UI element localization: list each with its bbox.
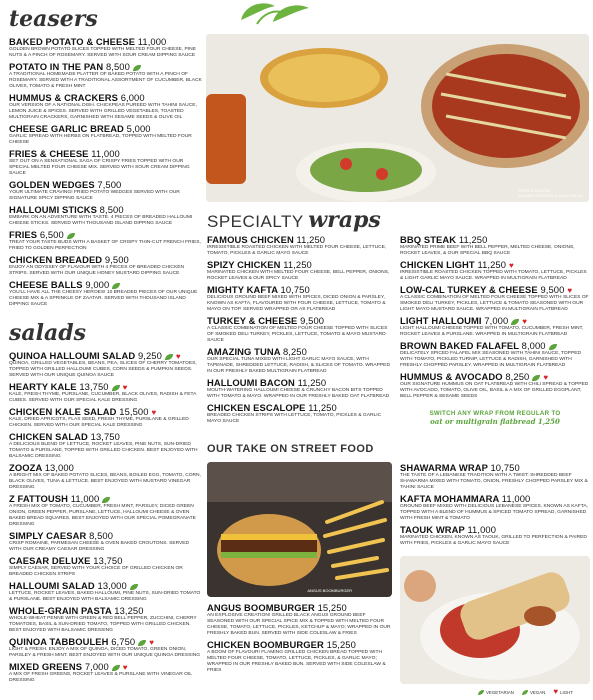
menu-item-price: 11,250	[296, 234, 326, 245]
menu-item	[9, 204, 202, 227]
menu-item-price: 6,500	[39, 229, 64, 240]
menu-item	[400, 284, 590, 313]
menu-item-name-line	[9, 148, 202, 159]
vegetarian-leaf-icon	[130, 584, 138, 590]
menu-item	[400, 493, 590, 522]
menu-item	[9, 661, 202, 684]
light-heart-icon: ♥	[175, 351, 181, 361]
menu-item-name: CHICKEN LIGHT	[400, 259, 475, 270]
menu-item-name: HUMMUS & CRACKERS	[9, 92, 118, 103]
menu-item-name: HALLOUMI BACON	[207, 377, 295, 388]
menu-item-name-line	[207, 315, 393, 326]
hero-food-illustration	[206, 34, 589, 202]
menu-item-name: FRIES & CHEESE	[9, 148, 89, 159]
menu-item	[9, 179, 202, 202]
menu-item-description: BREADED CHICKEN STRIPS WITH LETTUCE, TOMATO, PICKLES & GARLIC MAYO SAUCE	[207, 413, 382, 424]
wraps-title-script: wraps	[308, 207, 381, 233]
menu-item-description: MOUTH-WATERING HALLOUMI CHEESE & CRUNCHY BACON BITS TOPPED WITH TOMATO & MAYO. WRAPPED IN OUR FRESHLY BAKED OAT FLATBREAD	[207, 388, 390, 399]
menu-item-name-line	[9, 179, 202, 190]
menu-item-name-line	[400, 315, 590, 326]
menu-item-description: A DELICIOUS BLEND OF LETTUCE, ROCKET LEAVES, PINE NUTS, SUN-DRIED TOMATO & PURSLANE, TOPPED WITH GRILLED CHICKEN. BEST ENJOYED WITH BALSAMIC DRESSING	[9, 442, 198, 459]
menu-item-description: GROUND BEEF MIXED WITH DELICIOUS LEBANESE SPICES, KNOWN AS KAFTA, TOPPED WITH A BLEND OF HUMMUS & SPICED TOMATO SPREAD, GARNISHED WITH FRESH MINT & TOMATO	[400, 504, 588, 521]
menu-item-name-line	[207, 402, 393, 413]
menu-item-price: 9,500	[540, 284, 565, 295]
burger-photo	[207, 462, 392, 597]
legend-entry	[553, 688, 573, 696]
menu-item-name-line	[400, 462, 590, 473]
menu-item-name-line	[207, 259, 393, 270]
menu-item	[207, 284, 393, 313]
burger-illustration	[207, 462, 392, 597]
menu-item-description: A MIX OF FRESH GREENS, ROCKET LEAVES & PURSLANE WITH VINEGAR OIL DRESSING	[9, 672, 192, 683]
menu-item-price: 11,250	[297, 377, 327, 388]
menu-item-description: A CLASSIC COMBINATION OF MELTED FOUR CHEESE TOPPED WITH SLICES OF SMOKED DELI TURKEY, PICKLES, LETTUCE, TOMATO & MAYO MUSTARD SAUCE	[207, 326, 388, 343]
menu-item-description: A CLASSIC COMBINATION OF MELTED FOUR CHEESE TOPPED WITH SLICES OF SMOKED DELI TURKEY, PICKLES, LETTUCE & TOMATO SEASONED WITH OUR LIGHT MAYO MUSTARD SAUCE. WRAPPED IN MULTIGRAIN FLATBREAD	[400, 295, 589, 312]
menu-item-name-line	[9, 381, 202, 392]
light-heart-icon: ♥	[522, 316, 528, 326]
menu-item	[400, 259, 590, 282]
menu-item-name-line	[9, 279, 202, 290]
menu-item-name-line	[9, 229, 202, 240]
menu-item-name: SHAWARMA WRAP	[400, 462, 488, 473]
menu-item-name-line	[9, 204, 202, 215]
menu-item	[9, 431, 202, 460]
menu-item-name: SIMPLY CAESAR	[9, 530, 87, 541]
menu-item-description: KALE, DRIED APRICOTS, FLAX SEED, FRESH THYME, PURSLANE & GRILLED CHICKEN. SERVED WITH OUR SPECIAL KALE DRESSING	[9, 417, 189, 428]
menu-item-name: CAESAR DELUXE	[9, 555, 91, 566]
vegetarian-leaf-icon	[67, 233, 75, 239]
teasers-title: teasers	[9, 6, 98, 32]
vegetarian-leaf-icon	[112, 385, 120, 391]
menu-item-description: CRISP ROMAINE, PARMESAN CHEESE & OVEN BAKED CROUTONS. SERVED WITH OUR CREAMY CAESAR DRESSING	[9, 541, 190, 552]
legend-label: LIGHT	[560, 689, 574, 695]
menu-item-name-line	[400, 493, 590, 504]
wrap-photo	[400, 556, 590, 684]
menu-item-price: 7,500	[97, 179, 122, 190]
menu-item-description: ENJOY AN ODYSSEY OF FLAVOUR WITH 4 PIECES OF BREADED CHICKEN STRIPS. SERVED WITH OUR UNIQUE HONEY MUSTARD DIPPING SAUCE	[9, 265, 185, 276]
salads-title: salads	[9, 320, 87, 346]
menu-item	[9, 406, 202, 429]
menu-item	[9, 36, 202, 59]
menu-item-name: HEARTY KALE	[9, 381, 77, 392]
menu-item-name: QUINOA HALLOUMI SALAD	[9, 350, 136, 361]
menu-item-price: 11,000	[501, 493, 531, 504]
menu-item-description: LIGHT HALLOUMI CHEESE TOPPED WITH TOMATO, CUCUMBER, FRESH MINT, ROCKET LEAVES & PURSLANE. WRAPPED IN MULTIGRAIN FLATBREAD	[400, 326, 584, 337]
legend-entry	[522, 690, 545, 695]
menu-item-name-line	[400, 524, 590, 535]
menu-item-description: OUR VERSION OF A NATIONAL DISH. CHICKPEAS PUREED WITH TAHINI SAUCE, LEMON JUICE & SPICES. SERVED WITH GRILLED VEGETABLES, TOASTED MULTIGRAIN CRACKERS, GARNISHED WITH SESAME SEEDS & OLIVE OIL	[9, 103, 197, 120]
menu-item-name: KAFTA MOHAMMARA	[400, 493, 500, 504]
menu-item-price: 5,000	[126, 123, 151, 134]
menu-item-price: 13,750	[93, 555, 123, 566]
menu-item	[9, 123, 202, 146]
menu-item-price: 9,250	[137, 350, 162, 361]
menu-item-name-line	[207, 234, 393, 245]
wrap-illustration	[400, 556, 590, 684]
menu-item-name-line	[9, 580, 202, 591]
vegetarian-leaf-icon	[522, 690, 528, 695]
menu-item-price: 9,500	[104, 254, 129, 265]
menu-item	[9, 279, 202, 308]
menu-item-name-line	[9, 462, 202, 473]
menu-item	[9, 555, 202, 578]
menu-item	[9, 350, 202, 379]
menu-item-name: FAMOUS CHICKEN	[207, 234, 294, 245]
menu-item	[207, 315, 393, 344]
menu-item-name-line	[400, 340, 590, 351]
menu-item-price: 13,000	[44, 462, 74, 473]
menu-item	[9, 148, 202, 177]
menu-item-price: 8,500	[89, 530, 114, 541]
menu-item-name-line	[400, 371, 590, 382]
brand-leaf-logo	[237, 0, 313, 26]
menu-item-name-line	[9, 406, 202, 417]
vegetarian-leaf-icon	[511, 319, 519, 325]
menu-item-name: POTATO IN THE PAN	[9, 61, 104, 72]
teasers-section	[9, 6, 202, 310]
menu-item-name: CHICKEN ESCALOPE	[207, 402, 306, 413]
menu-item-price: 11,250	[458, 234, 488, 245]
menu-item-description: MARINATED CHICKEN, KNOWN AS TAOUK, GRILLED TO PERFECTION & PAIRED WITH FRIES, PICKLES & GARLIC MAYO SAUCE	[400, 535, 587, 546]
menu-item-name: AMAZING TUNA	[207, 346, 281, 357]
switch-note-line1: SWITCH ANY WRAP FROM REGULAR TO	[429, 410, 561, 417]
vegetarian-leaf-icon	[478, 690, 484, 695]
menu-item	[400, 234, 590, 257]
menu-item-name-line	[207, 346, 393, 357]
menu-item-price: 15,250	[326, 639, 356, 650]
menu-item-name: MIXED GREENS	[9, 661, 83, 672]
menu-item-name: FRIES	[9, 229, 38, 240]
light-heart-icon: ♥	[151, 407, 157, 417]
menu-item	[207, 402, 393, 425]
menu-item-price: 7,000	[84, 661, 109, 672]
menu-item-name: LIGHT HALLOUMI	[400, 315, 482, 326]
menu-item-price: 9,000	[85, 279, 110, 290]
wraps-header	[207, 207, 381, 233]
menu-item-name-line	[400, 284, 590, 295]
menu-item-name: LOW-CAL TURKEY & CHEESE	[400, 284, 538, 295]
menu-item-name-line	[9, 605, 202, 616]
menu-item-price: 11,250	[477, 259, 507, 270]
menu-item-price: 13,250	[114, 605, 144, 616]
menu-item-description: A TRADITIONAL HOMEMADE PLATTER OF BAKED POTATO WITH A PINCH OF ROSEMARY. SERVED WITH A TRADITIONAL ASSORTMENT OF CUCUMBER, BLACK OLIVES, TOMATO & FRESH MINT	[9, 72, 202, 89]
menu-item-description: TREAT YOUR TASTE BUDS WITH A BASKET OF CRISPY THIN-CUT FRENCH FRIES, FRIED TO GOLDEN PERFECTION	[9, 240, 201, 251]
menu-item	[207, 639, 393, 674]
salads-section	[9, 320, 202, 686]
wraps-left-column	[207, 234, 393, 427]
menu-item-description: OUR SPECIAL TUNA MIXED WITH LIGHT GARLIC MAYO SAUCE, WITH TAPENADE, SHREDDED LETTUCE, RADISH, & SLICES OF TOMATO. WRAPPED IN OUR FRESHLY BAKED MULTIGRAIN FLATBREAD	[207, 357, 390, 374]
hero-food-photo	[206, 34, 589, 202]
menu-item-price: 11,000	[137, 36, 167, 47]
menu-item-price: 10,750	[490, 462, 520, 473]
menu-item-price: 8,250	[282, 346, 307, 357]
menu-item-name: HALLOUMI STICKS	[9, 204, 97, 215]
salads-list	[9, 350, 202, 684]
menu-item-price: 11,000	[70, 493, 100, 504]
menu-item-price: 11,000	[91, 148, 120, 159]
menu-item	[9, 61, 202, 90]
menu-item-price: 8,000	[521, 340, 546, 351]
menu-item-price: 13,000	[97, 580, 127, 591]
menu-item-name-line	[9, 36, 202, 47]
menu-item-name-line	[400, 259, 590, 270]
menu-item-name-line	[400, 234, 590, 245]
menu-item-price: 10,750	[280, 284, 310, 295]
menu-item	[400, 315, 590, 338]
menu-item-price: 13,750	[90, 431, 120, 442]
menu-item-description: MARINATED PRIME BEEF WITH BELL PEPPER, MELTED CHEESE, ONIONS, ROCKET LEAVES, & OUR SPECIAL BBQ SAUCE	[400, 245, 575, 256]
switch-wrap-note	[400, 410, 590, 426]
menu-item-price: 15,500	[119, 406, 149, 417]
menu-item-price: 8,500	[105, 61, 130, 72]
menu-item-name: CHICKEN KALE SALAD	[9, 406, 117, 417]
menu-item	[9, 636, 202, 659]
menu-item-name: Z FATTOUSH	[9, 493, 68, 504]
menu-item-name-line	[9, 530, 202, 541]
menu-item	[9, 530, 202, 553]
menu-item-name-line	[9, 661, 202, 672]
light-heart-icon: ♥	[567, 285, 573, 295]
menu-item-price: 8,250	[505, 371, 530, 382]
light-heart-icon: ♥	[122, 662, 128, 672]
menu-item	[9, 92, 202, 121]
menu-item-name-line	[207, 284, 393, 295]
light-heart-icon: ♥	[122, 382, 128, 392]
menu-item-price: 11,000	[467, 524, 497, 535]
menu-item-price: 11,250	[308, 402, 337, 413]
menu-item-name: CHICKEN BOOMBURGER	[207, 639, 324, 650]
menu-item	[9, 605, 202, 634]
menu-item-description: DELICIOUS GROUND BEEF MIXED WITH SPICES, DICED ONION & PARSLEY, KNOWN AS KAFTA, FLAVOURED WITH FOUR CHEESE, LETTUCE, TOMATO & MAYO ON TOP. SERVED WRAPPED OR AS FLATBREAD	[207, 295, 386, 312]
menu-item	[207, 602, 393, 637]
street-right-column	[400, 462, 590, 549]
menu-item-name: ZOOZA	[9, 462, 42, 473]
light-heart-icon: ♥	[509, 260, 514, 270]
light-heart-icon: ♥	[543, 372, 549, 382]
menu-item	[207, 346, 393, 375]
menu-item-name: CHICKEN SALAD	[9, 431, 88, 442]
menu-item-name-line	[207, 639, 393, 650]
menu-item-price: 8,500	[99, 204, 124, 215]
menu-item	[9, 580, 202, 603]
menu-item-description: SIMPLY CAESAR, SERVED WITH YOUR CHOICE OF GRILLED CHICKEN OR BREADED CHICKEN STRIPS	[9, 566, 183, 577]
menu-item-name: QUINOA TABBOULEH	[9, 636, 109, 647]
menu-item-name-line	[9, 493, 202, 504]
light-heart-icon: ♥	[553, 687, 559, 696]
menu-item	[400, 371, 590, 400]
menu-item-name: CHEESE GARLIC BREAD	[9, 123, 124, 134]
menu-item-description: YOU'LL HAVE ALL THE CHEESY HEROES! 10 BREADED PIECES OF OUR UNIQUE CHEESE MIX & A SPRINKLE OF ZAATAR. SERVED WITH THOUSAND ISLAND DIPPING SAUCE	[9, 290, 198, 307]
menu-item-description: GOLDEN BROWN POTATO SLICES TOPPED WITH MELTED FOUR CHEESE, PINE NUTS & A PINCH OF ROSEMARY. SERVED WITH SOUR CREAM DIPPING SAUCE	[9, 47, 196, 58]
vegetarian-leaf-icon	[102, 497, 110, 503]
light-heart-icon: ♥	[149, 637, 155, 647]
menu-item-description: LIGHT & FRESH. ENJOY A MIX OF QUINOA, DICED TOMATO, GREEN ONION, PARSLEY & FRESH MINT. BEST ENJOYED WITH OUR UNIQUE QUINOA DRESSING	[9, 647, 201, 658]
dietary-legend	[478, 688, 573, 696]
menu-item	[9, 381, 202, 404]
menu-item	[9, 254, 202, 277]
menu-item-name-line	[9, 431, 202, 442]
menu-item-name-line	[9, 61, 202, 72]
vegetarian-leaf-icon	[133, 65, 141, 71]
legend-label: VEGETARIAN	[486, 689, 514, 695]
menu-item-description: DELICATELY SPICED FALAFEL MIX SEASONED WITH TAHINI SAUCE, TOPPED WITH TOMATO, PICKLED TURNIP, LETTUCE & RADISH, GARNISHED WITH FRESHLY CHOPPED PARSLEY. WRAPPED IN MULTIGRAIN FLATBREAD	[400, 351, 581, 368]
menu-item	[400, 340, 590, 369]
menu-item-name: BBQ STEAK	[400, 234, 457, 245]
menu-item-price: 9,500	[300, 315, 325, 326]
menu-item	[207, 259, 393, 282]
menu-item-name: BROWN BAKED FALAFEL	[400, 340, 519, 351]
menu-item-description: WHOLE-WHEAT PENNE WITH GREEN & RED BELL PEPPER, ZUCCHINI, CHERRY TOMATOES, BASIL & SUN-DRIED TOMATO, TOPPED WITH GRILLED CHICKEN. BEST ENJOYED WITH BALSAMIC DRESSING	[9, 616, 197, 633]
menu-item-description: LETTUCE, ROCKET LEAVES, BAKED HALLOUMI, PINE NUTS, SUN-DRIED TOMATO & PURSLANE. BEST ENJOYED WITH BALSAMIC DRESSING	[9, 591, 201, 602]
menu-item-description: YOUR ULTIMATE CRAVING! FRIED POTATO WEDGES SERVED WITH OUR SIGNATURE SPICY DIPPING SAUCE	[9, 190, 180, 201]
menu-item	[207, 377, 393, 400]
menu-item-name: TURKEY & CHEESE	[207, 315, 298, 326]
menu-item-price: 15,250	[317, 602, 347, 613]
menu-item-name: HALLOUMI SALAD	[9, 580, 95, 591]
menu-item-description: A BRIGHT MIX OF BAKED POTATO SLICES, BEANS, BOILED EGG, TOMATO, CORN, BLACK OLIVES, TUNA & LETTUCE. BEST ENJOYED WITH MUSTARD VINEGAR DRESSING	[9, 473, 201, 490]
menu-item-name-line	[9, 636, 202, 647]
switch-note-line2: oat or multigrain flatbread 1,250	[430, 417, 560, 426]
menu-item-name-line	[9, 92, 202, 103]
street-food-title: OUR TAKE ON STREET FOOD	[207, 443, 374, 455]
vegetarian-leaf-icon	[112, 665, 120, 671]
menu-item-description: SET OUT ON A SENSATIONAL SAGA OF CRISPY FRIES TOPPED WITH OUR SPECIAL MELTED FOUR CHEESE MIX. SERVED WITH SOUR CREAM DIPPING SAUCE	[9, 159, 190, 176]
menu-item-name: GOLDEN WEDGES	[9, 179, 95, 190]
menu-item-name: TAOUK WRAP	[400, 524, 465, 535]
menu-item-description: MARINATED CHICKEN WITH MELTED FOUR CHEESE, BELL PEPPER, ONIONS, ROCKET LEAVES & OUR SPICY SAUCE	[207, 270, 390, 281]
menu-item-price: 11,250	[283, 259, 312, 270]
vegetarian-leaf-icon	[165, 354, 173, 360]
menu-item-name: CHICKEN BREADED	[9, 254, 103, 265]
menu-item-name: HUMMUS & AVOCADO	[400, 371, 503, 382]
menu-item-name-line	[9, 350, 202, 361]
legend-entry	[478, 690, 514, 695]
menu-item-description: THE TASTE OF A LEBANESE TRADITION WITH A TWIST: SHREDDED BEEF SHAWARMA MIXED WITH TOMATO, ONION, FRESHLY CHOPPED PARSLEY MIX & TAHINI SAUCE	[400, 473, 588, 490]
menu-item-name: ANGUS BOOMBURGER	[207, 602, 315, 613]
wraps-title-plain: SPECIALTY	[207, 212, 304, 231]
menu-item-name: BAKED POTATO & CHEESE	[9, 36, 136, 47]
menu-item-price: 6,000	[120, 92, 145, 103]
wraps-right-column	[400, 234, 590, 402]
menu-item-description: IRRESISTIBLE ROASTED CHICKEN TOPPED WITH TOMATO, LETTUCE, PICKLES & LIGHT GARLIC MAYO SAUCE. WRAPPED IN MULTIGRAIN FLATBREAD	[400, 270, 587, 281]
menu-item	[9, 493, 202, 528]
hero-photo-caption: FRIES & CHEESE GOLDEN WEDGES & KALE SALAD	[517, 188, 583, 198]
vegetarian-leaf-icon	[532, 375, 540, 381]
menu-item-description: A FRESH MIX OF TOMATO, CUCUMBER, FRESH MINT, PARSLEY, DICED GREEN ONION, GREEN PEPPER, PURSLANE, LETTUCE, HALLOUMI CHEESE & OVEN BAKED BREAD SQUARES. BEST ENJOYED WITH OUR SPECIAL POMEGRANATE DRESSING	[9, 504, 196, 527]
menu-item-name: CHEESE BALLS	[9, 279, 83, 290]
menu-item-description: IRRESISTIBLE ROASTED CHICKEN WITH MELTED FOUR CHEESE, LETTUCE, TOMATO, PICKLES & GARLIC MAYO SAUCE	[207, 245, 387, 256]
street-left-column	[207, 602, 393, 676]
teasers-list	[9, 36, 202, 308]
burger-photo-caption: ANGUS BOOMBURGER	[307, 588, 352, 593]
menu-item-description: A BOOM OF FLAVOUR! FLAMING GRILLED CHICKEN BREAD TOPPED WITH MELTED FOUR CHEESE, TOMATO, LETTUCE, PICKLES, & GARLIC MAYO; WRAPPED IN OUR FRESHLY BAKED BUN. SERVED WITH SIDE COLESLAW & FRIES	[207, 650, 386, 673]
vegetarian-leaf-icon	[138, 640, 146, 646]
menu-item-description: KALE, FRESH THYME, PURSLANE, CUCUMBER, BLACK OLIVES, RADISH & FETA CUBES. SERVED WITH OUR SPECIAL KALE DRESSING	[9, 392, 197, 403]
menu-item-price: 13,750	[79, 381, 109, 392]
menu-item-description: QUINOA, GRILLED VEGETABLES, BEANS, PEA, SLICES OF CHERRY TOMATOES, TOPPED WITH GRILLED HALLOUMI CUBES, CORN SEEDS & PUMPKIN SEEDS. SERVED WITH OUR UNIQUE QUINOA SAUCE	[9, 361, 197, 378]
menu-item-price: 7,000	[484, 315, 509, 326]
menu-item-name: SPIZY CHICKEN	[207, 259, 281, 270]
menu-item-name-line	[207, 377, 393, 388]
menu-item-price: 6,750	[111, 636, 136, 647]
vegetarian-leaf-icon	[112, 283, 120, 289]
menu-item-name-line	[207, 602, 393, 613]
menu-item-description: OUR SIGNATURE HUMMUS ON OAT FLATBREAD WITH CHILI SPREAD & TOPPED WITH AVOCADO, TOMATO, OLIVE OIL, BASIL & A MIX OF GRILLED EGGPLANT, BELL PEPPER & SESAME SEEDS	[400, 382, 589, 399]
menu-item	[400, 462, 590, 491]
menu-item-name-line	[9, 555, 202, 566]
menu-item-name: WHOLE-GRAIN PASTA	[9, 605, 112, 616]
menu-item	[9, 462, 202, 491]
menu-item-name: MIGHTY KAFTA	[207, 284, 278, 295]
vegetarian-leaf-icon	[549, 344, 557, 350]
menu-item-description: GARLIC SPREAD WITH HERBS ON FLATBREAD, TOPPED WITH MELTED FOUR CHEESE	[9, 134, 192, 145]
menu-item	[207, 234, 393, 257]
menu-item	[9, 229, 202, 252]
legend-label: VEGAN	[529, 689, 546, 695]
menu-item-name-line	[9, 254, 202, 265]
menu-item	[400, 524, 590, 547]
menu-item-name-line	[9, 123, 202, 134]
menu-item-description: AN EXPLOSIVE CREATION! GRILLED BLACK ANGUS GROUND BEEF SEASONED WITH OUR SPECIAL SPICE MIX & TOPPED WITH MELTED FOUR CHEESE, TOMATO, LETTUCE, PICKLES, KETCHUP & MAYO; WRAPPED IN OUR FRESHLY BAKED BUN. SERVED WITH SIDE COLESLAW & FRIES	[207, 613, 391, 636]
menu-item-description: EMBARK ON AN ADVENTURE WITH TASTE. 4 PIECES OF BREADED HALLOUMI CHEESE STICKS. SERVED WITH THOUSAND ISLAND DIPPING SAUCE	[9, 215, 193, 226]
